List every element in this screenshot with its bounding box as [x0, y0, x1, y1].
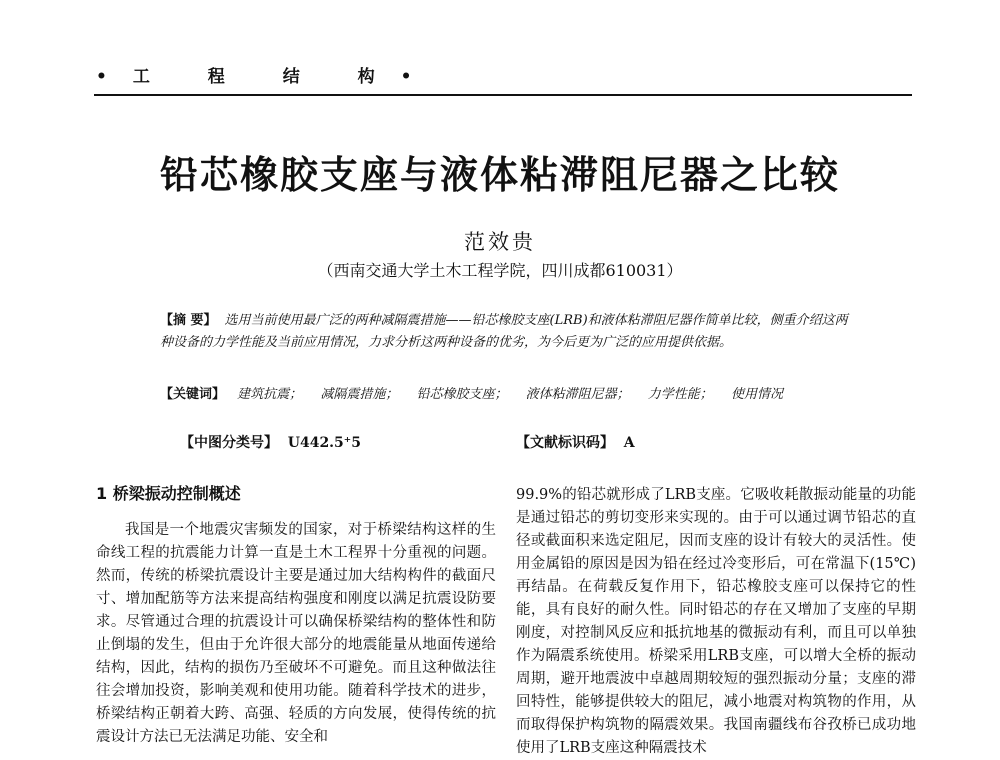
body-paragraph: 99.9%的铅芯就形成了LRB支座。它吸收耗散振动能量的功能是通过铅芯的剪切变形来实现的。由于可以通过调节铅芯的直径或截面积来选定阻尼，因而支座的设计有较大的灵活性。使用金属铅的原因是因为铅在经过冷变形后，可在常温下(15℃)再结晶。在荷载反复作用下，铅芯橡胶支座可以保持它的性能，具有良好的耐久性。同时铅芯的存在又增加了支座的早期刚度，对控制风反应和抵抗地基的微振动有利，而且可以单独作为隔震系统使用。桥梁采用LRB支座，可以增大全桥的振动周期，避开地震波中卓越周期较短的强烈振动分量；支座的滞回特性，能够提供较大的阻尼，减小地震对构筑物的作用，从而取得保护构筑物的隔震效果。我国南疆线布谷孜桥已成功地使用了LRB支座这种隔震技术 [516, 487, 916, 756]
clc-value: U442.5⁺5 [287, 435, 361, 451]
body-column-left [96, 482, 496, 749]
keywords-label: 【关键词】 [160, 387, 226, 402]
keyword: 使用情况 [730, 387, 783, 402]
clc-number [180, 432, 361, 452]
abstract-label: 【摘 要】 [160, 313, 217, 328]
abstract-text: 选用当前使用最广泛的两种减隔震措施——铅芯橡胶支座(LRB)和液体粘滞阻尼器作简单比较，侧重介绍这两种设备的力学性能及当前应用情况，力求分析这两种设备的优劣，为今后更为广泛的应用提供依据。 [160, 313, 848, 350]
doc-code-label: 【文献标识码】 [516, 435, 614, 451]
keyword: 减隔震措施； [320, 387, 399, 402]
journal-section-label: •工 程 结 构• [96, 67, 438, 87]
keyword: 力学性能； [647, 387, 713, 402]
author-name: 范效贵 [464, 230, 536, 254]
doc-code-value: A [623, 435, 635, 451]
body-column-right [516, 484, 916, 760]
keyword: 铅芯橡胶支座； [416, 387, 508, 402]
keyword: 液体粘滞阻尼器； [525, 387, 630, 402]
abstract [160, 310, 850, 354]
document-code [516, 432, 635, 452]
article-title: 铅芯橡胶支座与液体粘滞阻尼器之比较 [159, 153, 840, 197]
keyword: 建筑抗震； [237, 387, 303, 402]
keywords [160, 384, 850, 406]
clc-label: 【中图分类号】 [180, 435, 278, 451]
section-heading: 1 桥梁振动控制概述 [96, 484, 241, 503]
header-divider [94, 94, 912, 96]
body-paragraph: 我国是一个地震灾害频发的国家，对于桥梁结构这样的生命线工程的抗震能力计算一直是土木工程界十分重视的问题。然而，传统的桥梁抗震设计主要是通过加大结构构件的截面尺寸、增加配筋等方法来提高结构强度和刚度以满足抗震设防要求。尽管通过合理的抗震设计可以确保桥梁结构的整体性和防止倒塌的发生，但由于允许很大部分的地震能量从地面传递给结构，因此，结构的损伤乃至破坏不可避免。而且这种做法往往会增加投资，影响美观和使用功能。随着科学技术的进步，桥梁结构正朝着大跨、高强、轻质的方向发展，使得传统的抗震设计方法已无法满足功能、安全和 [96, 522, 496, 745]
author-affiliation: （西南交通大学土木工程学院，四川成都610031） [317, 261, 683, 280]
